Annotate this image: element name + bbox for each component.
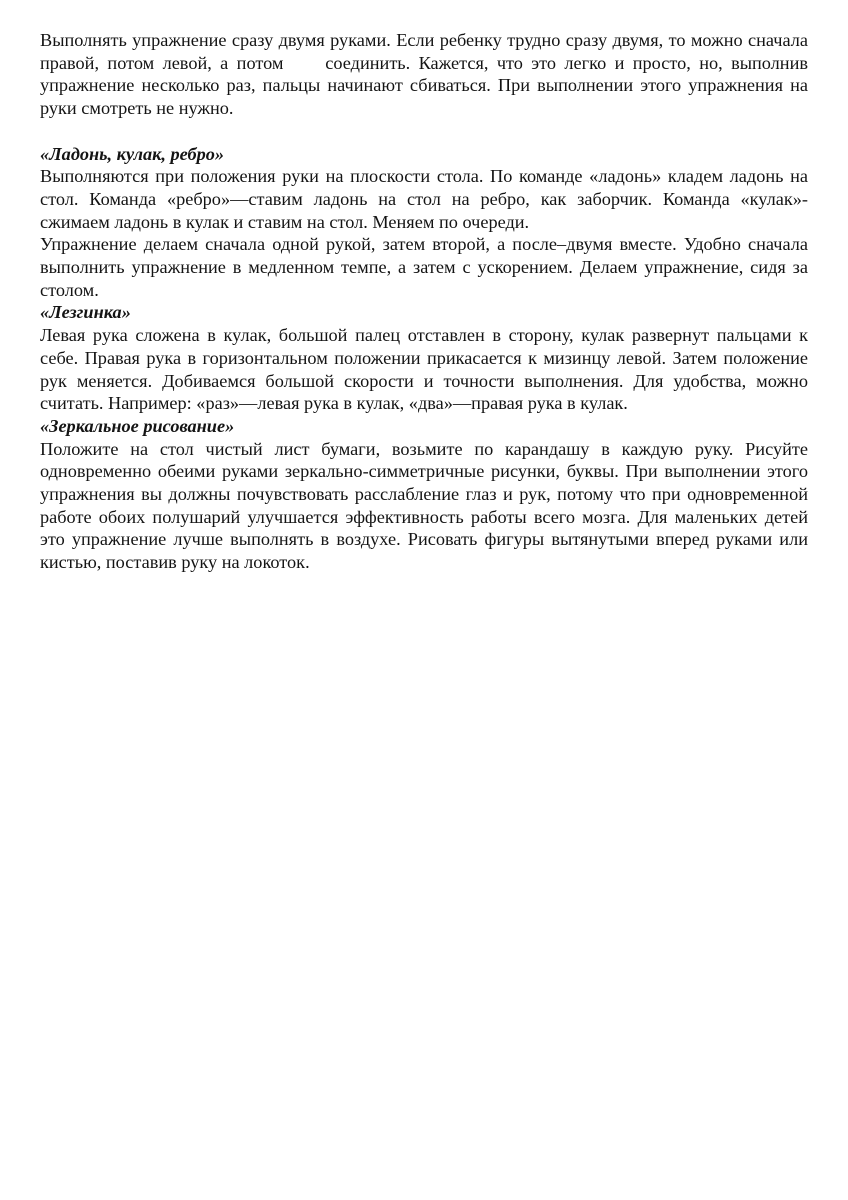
section-palm-fist-edge (40, 143, 808, 302)
section-mirror-drawing (40, 415, 808, 574)
section-title: «Лезгинка» (40, 302, 131, 323)
section-paragraph: Упражнение делаем сначала одной рукой, затем второй, а после–двумя вместе. Удобно сначала выполнить упражнение в медленном темпе, а затем с ускорением. Делаем упражнение, сидя за столом. (40, 234, 808, 300)
intro-paragraph: Выполнять упражнение сразу двумя руками. Если ребенку трудно сразу двумя, то можно сначала правой, потом левой, а потом соединить. Кажется, что это легко и просто, но, выполнив упражнение несколько раз, пальцы начинают сбиваться. При выполнении этого упражнения на руки смотреть не нужно. (40, 30, 808, 119)
paragraph-spacer (40, 120, 808, 143)
section-lezginka (40, 301, 808, 415)
section-title: «Зеркальное рисование» (40, 415, 235, 436)
document-page (40, 29, 808, 574)
section-paragraph: Выполняются при положения руки на плоскости стола. По команде «ладонь» кладем ладонь на стол. Команда «ребро»—ставим ладонь на стол на ребро, как заборчик. Команда «кулак»-сжимаем ладонь в кулак и ставим на стол. Меняем по очереди. (40, 166, 808, 232)
section-title: «Ладонь, кулак, ребро» (40, 143, 225, 164)
section-paragraph: Положите на стол чистый лист бумаги, возьмите по карандашу в каждую руку. Рисуйте одновременно обеими руками зеркально-симметричные рисунки, буквы. При выполнении этого упражнения вы должны почувствовать расслабление глаз и рук, потому что при одновременной работе обоих полушарий улучшается эффективность работы всего мозга. Для маленьких детей это упражнение лучше выполнять в воздухе. Рисовать фигуры вытянутыми вперед руками или кистью, поставив руку на локоток. (40, 438, 808, 573)
section-paragraph: Левая рука сложена в кулак, большой палец отставлен в сторону, кулак развернут пальцами к себе. Правая рука в горизонтальном положении прикасается к мизинцу левой. Затем положение рук меняется. Добиваемся большой скорости и точности выполнения. Для удобства, можно считать. Например: «раз»—левая рука в кулак, «два»—правая рука в кулак. (40, 325, 808, 414)
